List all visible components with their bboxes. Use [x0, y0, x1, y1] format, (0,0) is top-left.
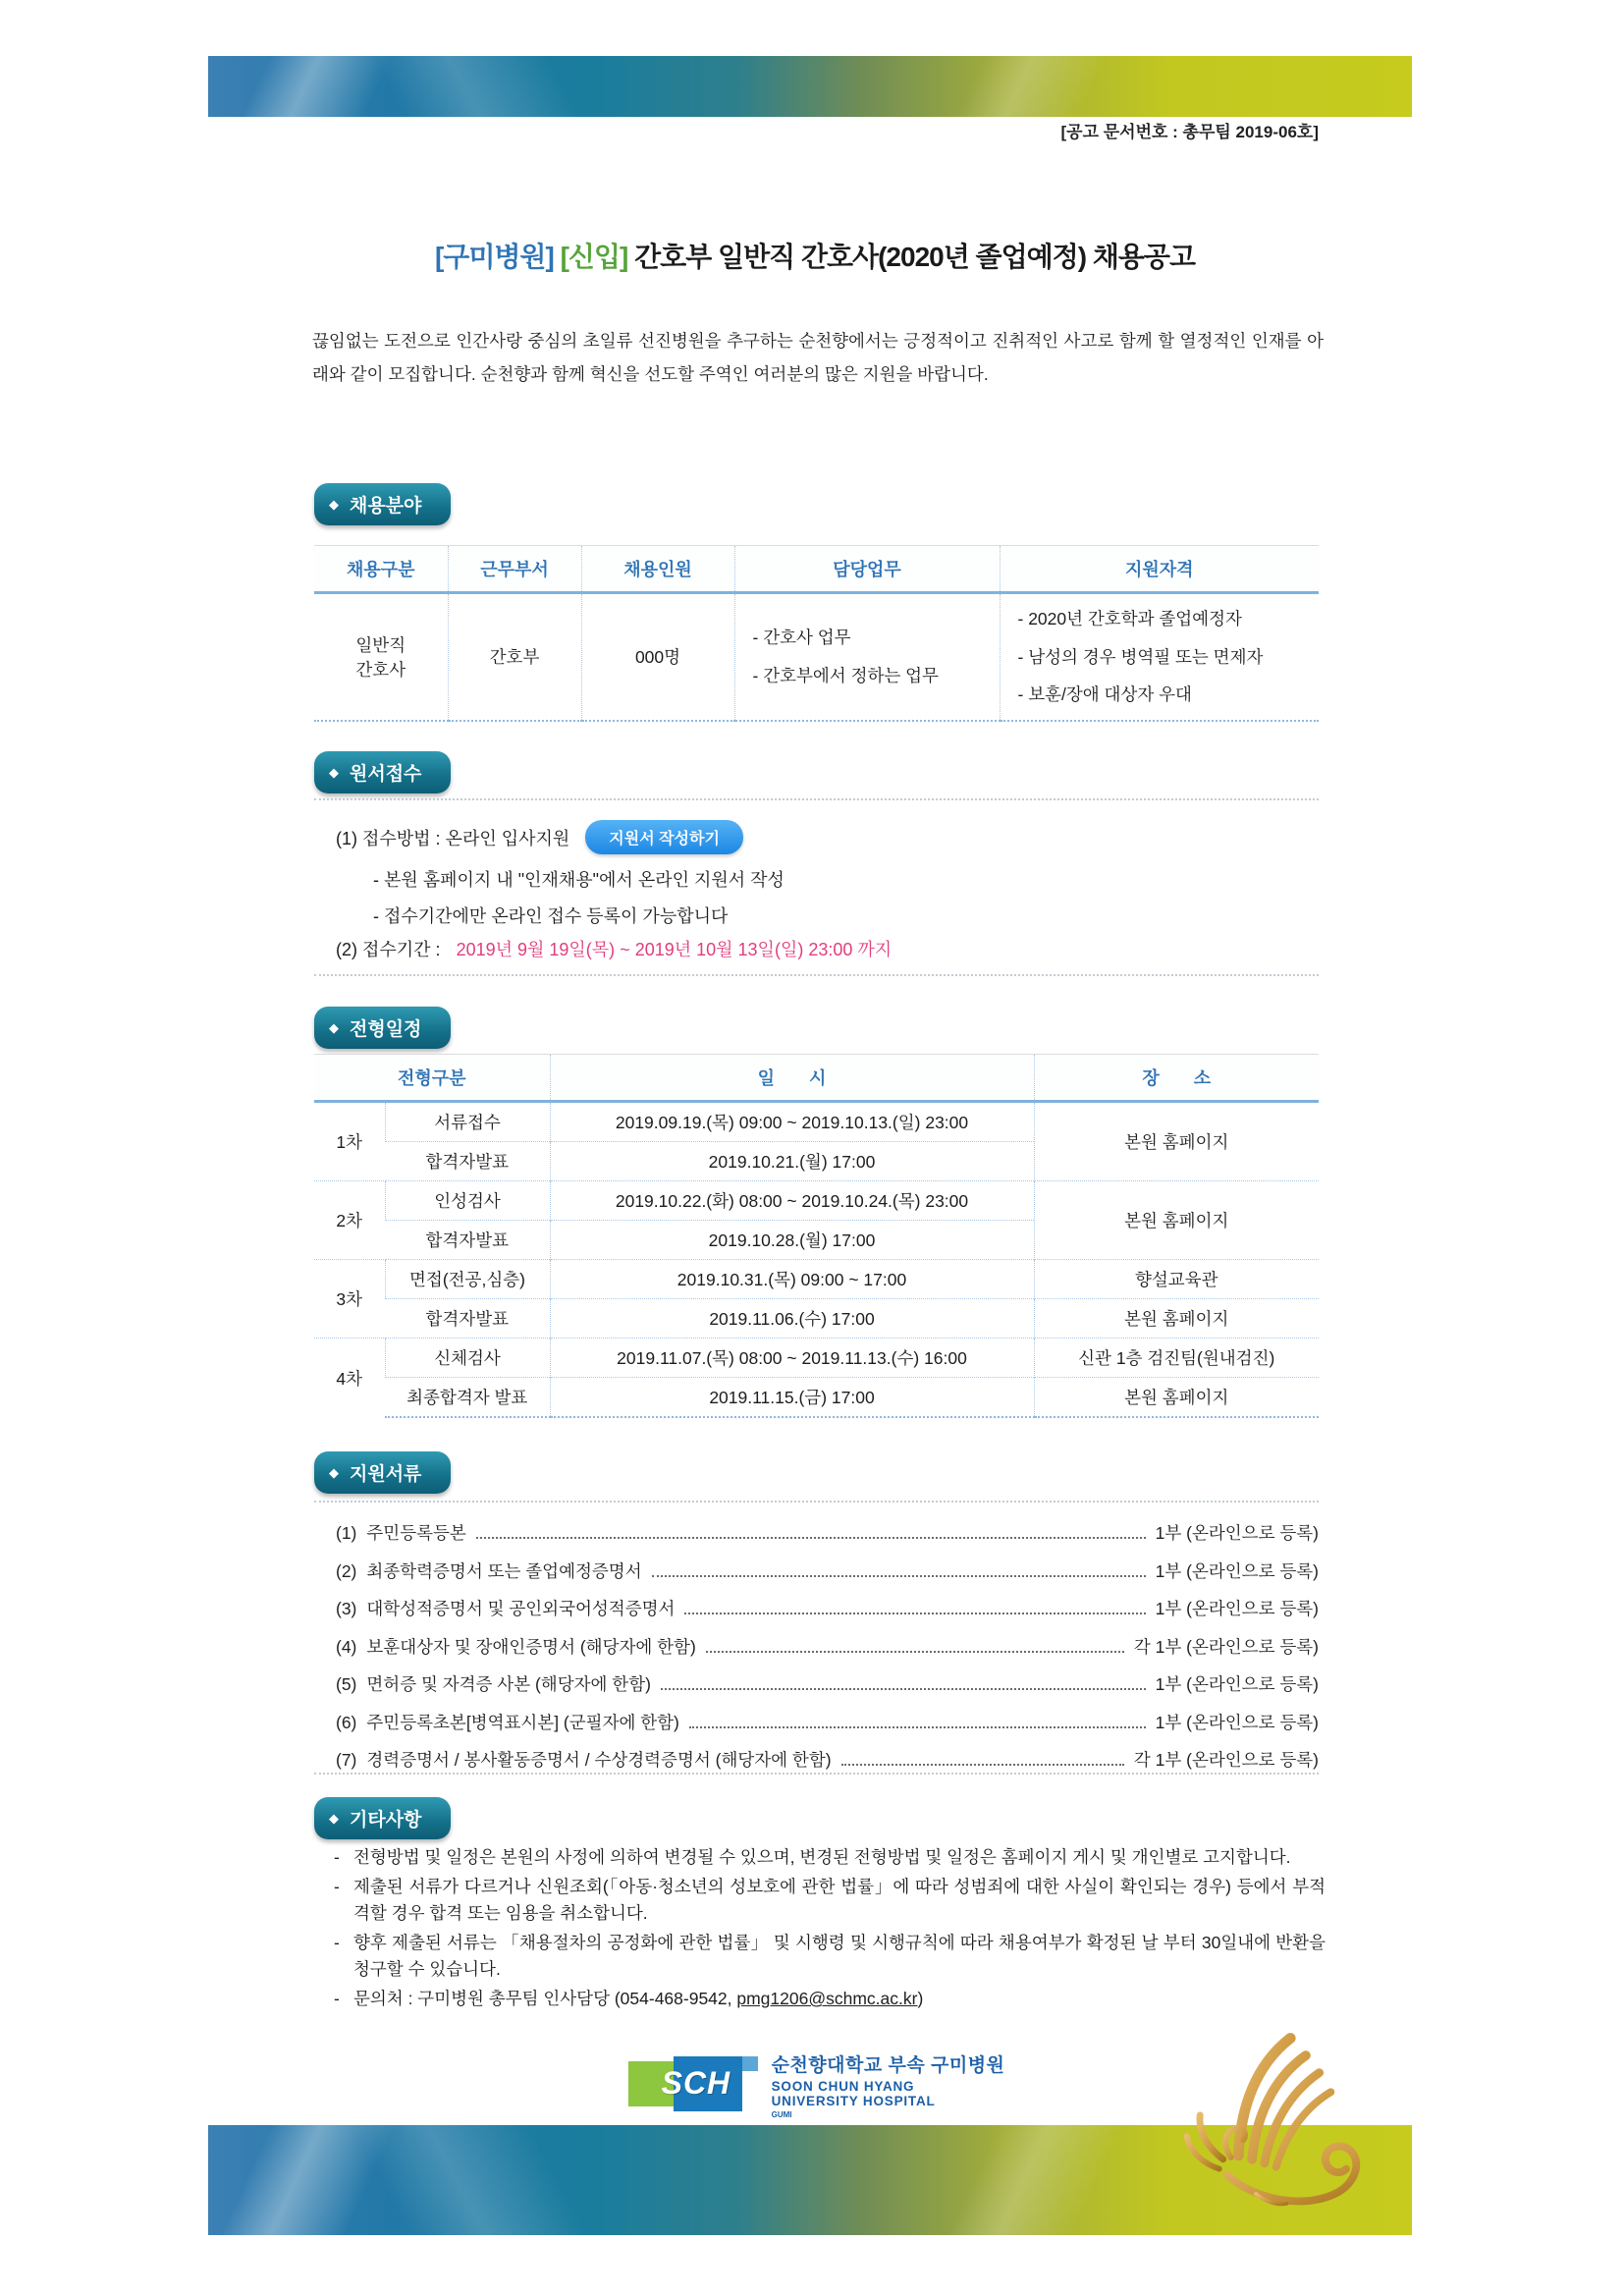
- title-main-text: 간호부 일반직 간호사(2020년 졸업예정) 채용공고: [634, 242, 1196, 272]
- dotted-leader: [661, 1688, 1146, 1690]
- schedule-row: [314, 1339, 1319, 1378]
- item-name: 최종학력증명서 또는 졸업예정증명서: [366, 1560, 642, 1581]
- qualification-line: - 남성의 경우 병역필 또는 면제자: [1017, 646, 1264, 667]
- cell-step-name: 합격자발표: [385, 1142, 550, 1181]
- column-header-headcount: 채용인원: [581, 546, 734, 593]
- table-header-row: [314, 1055, 1319, 1102]
- qualification-line: - 2020년 간호학과 졸업예정자: [1017, 609, 1242, 629]
- category-line: 간호사: [355, 659, 406, 680]
- section-badge-label: 지원서류: [350, 1464, 422, 1485]
- item-name: 보훈대상자 및 장애인증명서 (해당자에 한함): [366, 1636, 696, 1657]
- item-quantity: 1부 (온라인으로 등록): [1155, 1599, 1319, 1618]
- schedule-table: [314, 1054, 1319, 1418]
- category-line: 일반직: [355, 634, 406, 655]
- item-quantity: 각 1부 (온라인으로 등록): [1133, 1750, 1319, 1770]
- dotted-separator: [314, 974, 1319, 976]
- schedule-row: [314, 1299, 1319, 1339]
- schedule-row: [314, 1260, 1319, 1299]
- note-item: [334, 1930, 1325, 1983]
- dash-bullet: -: [334, 1847, 340, 1867]
- logo-lightblue-square: [742, 2056, 758, 2071]
- hospital-name-english-2: UNIVERSITY HOSPITAL: [771, 2093, 936, 2108]
- cell-qualifications: [1000, 593, 1319, 721]
- diamond-icon: ◆: [329, 1811, 339, 1826]
- contact-text: [353, 1986, 1325, 2012]
- note-text: 제출된 서류가 다르거나 신원조회(「아동·청소년의 성보호에 관한 법률」에 따라 성범죄에 대한 사실이 확인되는 경우) 등에서 부적격할 경우 합격 또는 임용을 취소합니다.: [353, 1877, 1325, 1923]
- logo-sch-text: SCH: [661, 2065, 731, 2101]
- apply-method-text: (1) 접수방법 : 온라인 입사지원: [336, 828, 570, 848]
- section-badge-others: [314, 1797, 451, 1839]
- cell-stage: 4차: [314, 1339, 385, 1418]
- column-header-duties: 담당업무: [734, 546, 1000, 593]
- dash-bullet: -: [334, 1989, 340, 2008]
- note-text: 전형방법 및 일정은 본원의 사정에 의하여 변경될 수 있으며, 변경된 전형방법 및 일정은 홈페이지 게시 및 개인별로 고지합니다.: [353, 1847, 1291, 1867]
- cell-stage: 2차: [314, 1181, 385, 1260]
- cell-step-name: 신체검사: [385, 1339, 550, 1378]
- document-item: [336, 1747, 1319, 1785]
- title-tag-hospital: [구미병원]: [434, 242, 554, 272]
- duty-line: - 간호부에서 정하는 업무: [752, 665, 939, 685]
- diamond-icon: ◆: [329, 497, 339, 512]
- recruit-field-table: [314, 545, 1319, 722]
- table-header-row: [314, 546, 1319, 593]
- dotted-leader: [652, 1575, 1146, 1577]
- cell-step-name: 면접(전공,심층): [385, 1260, 550, 1299]
- apply-note: - 본원 홈페이지 내 "인재채용"에서 온라인 지원서 작성: [373, 870, 784, 890]
- item-quantity: 각 1부 (온라인으로 등록): [1133, 1636, 1319, 1657]
- document-item: [336, 1634, 1319, 1672]
- dotted-separator: [314, 1501, 1319, 1503]
- item-number: (7): [336, 1750, 357, 1770]
- cell-headcount: 000명: [581, 593, 734, 721]
- document-item: [336, 1596, 1319, 1634]
- other-notes: [334, 1844, 1325, 2015]
- column-header-qualifications: 지원자격: [1000, 546, 1319, 593]
- schedule-row: [314, 1378, 1319, 1418]
- cell-datetime: 2019.11.06.(수) 17:00: [550, 1299, 1034, 1339]
- hospital-name-english-1: SOON CHUN HYANG: [771, 2078, 915, 2094]
- cell-category: [314, 593, 448, 721]
- cell-place: 본원 홈페이지: [1034, 1299, 1319, 1339]
- item-number: (6): [336, 1712, 357, 1732]
- cell-place: 본원 홈페이지: [1034, 1102, 1319, 1181]
- item-number: (2): [336, 1560, 357, 1581]
- section-badge-label: 전형일정: [350, 1019, 422, 1040]
- schedule-row: [314, 1102, 1319, 1142]
- document-item: [336, 1671, 1319, 1710]
- section-badge-schedule: [314, 1007, 451, 1049]
- cell-step-name: 최종합격자 발표: [385, 1378, 550, 1418]
- item-quantity: 1부 (온라인으로 등록): [1155, 1712, 1319, 1732]
- item-name: 면허증 및 자격증 사본 (해당자에 한함): [366, 1674, 651, 1694]
- dotted-separator: [314, 798, 1319, 800]
- note-item: [334, 1874, 1325, 1927]
- item-quantity: 1부 (온라인으로 등록): [1155, 1560, 1319, 1581]
- cell-place: 본원 홈페이지: [1034, 1378, 1319, 1418]
- document-item: [336, 1520, 1319, 1558]
- dash-bullet: -: [334, 1933, 340, 1952]
- cell-step-name: 합격자발표: [385, 1299, 550, 1339]
- cell-place: 신관 1층 검진팀(원내검진): [1034, 1339, 1319, 1378]
- item-name: 주민등록등본: [366, 1523, 466, 1543]
- diamond-icon: ◆: [329, 1465, 339, 1480]
- cell-stage: 1차: [314, 1102, 385, 1181]
- column-header-stage: 전형구분: [314, 1055, 550, 1102]
- intro-paragraph: 끊임없는 도전으로 인간사랑 중심의 초일류 선진병원을 추구하는 순천향에서는 긍정적이고 진취적인 사고로 함께 할 열정적인 인재를 아래와 같이 모집합니다. 순천향과 함께 혁신을 선도할 주역인 여러분의 많은 지원을 바랍니다.: [312, 331, 1324, 385]
- title-tag-new-hire: [신입]: [560, 242, 628, 272]
- page-title: [306, 236, 1324, 275]
- cell-datetime: 2019.10.31.(목) 09:00 ~ 17:00: [550, 1260, 1034, 1299]
- section-badge-label: 기타사항: [350, 1810, 422, 1831]
- section-badge-documents: [314, 1451, 451, 1494]
- cell-place: 향설교육관: [1034, 1260, 1319, 1299]
- cell-datetime: 2019.10.22.(화) 08:00 ~ 2019.10.24.(목) 23:00: [550, 1181, 1034, 1221]
- item-quantity: 1부 (온라인으로 등록): [1155, 1674, 1319, 1694]
- item-name: 대학성적증명서 및 공인외국어성적증명서: [366, 1599, 676, 1618]
- apply-period-value: 2019년 9월 19일(목) ~ 2019년 10월 13일(일) 23:00 까지: [456, 940, 893, 959]
- cell-datetime: 2019.10.28.(월) 17:00: [550, 1221, 1034, 1260]
- diamond-icon: ◆: [329, 765, 339, 780]
- dash-bullet: -: [334, 1877, 340, 1896]
- table-row: [314, 593, 1319, 721]
- item-number: (3): [336, 1599, 357, 1618]
- contact-suffix: ): [917, 1989, 924, 2008]
- sch-logo-icon: [628, 2056, 758, 2111]
- top-banner-graphic: [208, 56, 1412, 117]
- document-number: [공고 문서번호 : 총무팀 2019-06호]: [1060, 123, 1319, 141]
- note-text: 향후 제출된 서류는 「채용절차의 공정화에 관한 법률」 및 시행령 및 시행규칙에 따라 채용여부가 확정된 날 부터 30일내에 반환을 청구할 수 있습니다.: [353, 1933, 1325, 1979]
- column-header-datetime: 일 시: [550, 1055, 1034, 1102]
- section-badge-application: [314, 751, 451, 793]
- item-number: (5): [336, 1674, 357, 1694]
- cell-step-name: 합격자발표: [385, 1221, 550, 1260]
- item-number: (1): [336, 1523, 357, 1543]
- apply-period-label: (2) 접수기간 :: [336, 940, 441, 959]
- diamond-icon: ◆: [329, 1020, 339, 1035]
- dotted-leader: [684, 1613, 1145, 1614]
- qualification-line: - 보훈/장애 대상자 우대: [1017, 684, 1192, 704]
- column-header-department: 근무부서: [448, 546, 581, 593]
- duty-line: - 간호사 업무: [752, 628, 851, 648]
- dotted-leader: [689, 1726, 1146, 1728]
- document-item: [336, 1710, 1319, 1748]
- cell-department: 간호부: [448, 593, 581, 721]
- apply-period-line: [336, 936, 892, 961]
- column-header-category: 채용구분: [314, 546, 448, 593]
- dotted-leader: [841, 1764, 1124, 1766]
- section-badge-label: 원서접수: [350, 764, 422, 785]
- note-item: [334, 1844, 1325, 1871]
- document-list: [336, 1520, 1319, 1785]
- dotted-separator: [314, 1773, 1319, 1775]
- cell-step-name: 서류접수: [385, 1102, 550, 1142]
- cell-step-name: 인성검사: [385, 1181, 550, 1221]
- note-item-contact: [334, 1986, 1325, 2012]
- apply-method-line: [336, 820, 743, 854]
- contact-email-link[interactable]: pmg1206@schmc.ac.kr: [736, 1989, 918, 2008]
- item-quantity: 1부 (온라인으로 등록): [1155, 1523, 1319, 1543]
- apply-form-button[interactable]: 지원서 작성하기: [585, 820, 743, 854]
- schedule-row: [314, 1181, 1319, 1221]
- section-badge-label: 채용분야: [350, 496, 422, 517]
- cell-datetime: 2019.11.07.(목) 08:00 ~ 2019.11.13.(수) 16:00: [550, 1339, 1034, 1378]
- phoenix-icon: [1163, 2011, 1394, 2242]
- hospital-name-korean: 순천향대학교 부속 구미병원: [771, 2055, 1005, 2076]
- item-number: (4): [336, 1636, 357, 1657]
- item-name: 주민등록초본[병역표시본] (군필자에 한함): [366, 1712, 679, 1732]
- cell-datetime: 2019.10.21.(월) 17:00: [550, 1142, 1034, 1181]
- cell-stage: 3차: [314, 1260, 385, 1339]
- cell-datetime: 2019.11.15.(금) 17:00: [550, 1378, 1034, 1418]
- contact-prefix: 문의처 : 구미병원 총무팀 인사담당 (054-468-9542,: [353, 1989, 737, 2008]
- column-header-place: 장 소: [1034, 1055, 1319, 1102]
- hospital-branch: GUMI: [771, 2109, 792, 2119]
- cell-place: 본원 홈페이지: [1034, 1181, 1319, 1260]
- cell-duties: [734, 593, 1000, 721]
- item-name: 경력증명서 / 봉사활동증명서 / 수상경력증명서 (해당자에 한함): [366, 1750, 832, 1770]
- document-item: [336, 1558, 1319, 1597]
- apply-note: - 접수기간에만 온라인 접수 등록이 가능합니다: [373, 906, 729, 926]
- section-badge-recruit-field: [314, 483, 451, 525]
- dotted-leader: [476, 1537, 1146, 1539]
- hospital-name-block: [772, 2056, 1005, 2119]
- cell-datetime: 2019.09.19.(목) 09:00 ~ 2019.10.13.(일) 23:00: [550, 1102, 1034, 1142]
- dotted-leader: [706, 1651, 1124, 1653]
